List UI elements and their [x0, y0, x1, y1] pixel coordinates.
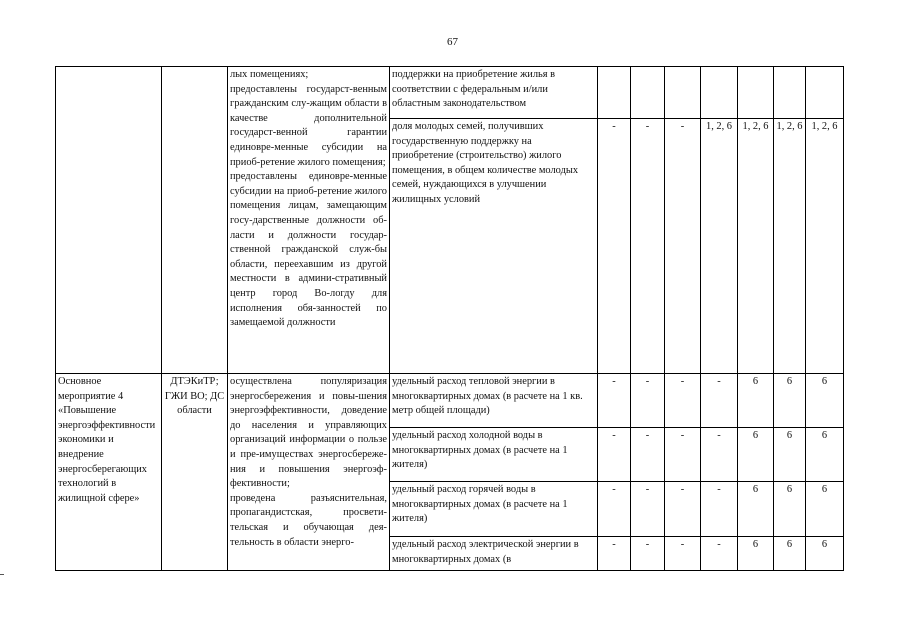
value-cell: [665, 67, 701, 119]
table-row: [56, 374, 844, 428]
value-cell: 6: [738, 374, 774, 428]
value-cell: -: [665, 428, 701, 482]
value-cell: 1, 2, 6: [774, 119, 806, 374]
value-cell: [738, 67, 774, 119]
value-cell: 6: [806, 374, 844, 428]
value-cell: -: [701, 482, 738, 537]
value-cell: -: [631, 537, 665, 571]
value-cell: [774, 67, 806, 119]
indicator-cell: удельный расход холодной воды в многоквартирных домах (в расчете на 1 жителя): [390, 428, 598, 482]
value-cell: -: [631, 428, 665, 482]
event-name-cell: [56, 67, 162, 374]
value-cell: 1, 2, 6: [738, 119, 774, 374]
value-cell: -: [598, 119, 631, 374]
value-cell: -: [665, 482, 701, 537]
value-cell: -: [631, 374, 665, 428]
value-cell: -: [665, 537, 701, 571]
value-cell: -: [598, 537, 631, 571]
table-row: [56, 67, 844, 119]
scan-mark: [0, 574, 4, 575]
program-table: [55, 66, 844, 571]
value-cell: 1, 2, 6: [701, 119, 738, 374]
value-cell: 6: [774, 482, 806, 537]
value-cell: [631, 67, 665, 119]
value-cell: 1, 2, 6: [806, 119, 844, 374]
value-cell: 6: [806, 482, 844, 537]
value-cell: 6: [774, 537, 806, 571]
value-cell: -: [631, 119, 665, 374]
indicator-cell: поддержки на приобретение жилья в соответствии с федеральным и/или областным законодательством: [390, 67, 598, 119]
value-cell: [598, 67, 631, 119]
responsible-cell: ДТЭКиТР; ГЖИ ВО; ДС области: [162, 374, 228, 571]
value-cell: -: [701, 428, 738, 482]
value-cell: -: [701, 374, 738, 428]
value-cell: -: [701, 537, 738, 571]
value-cell: [701, 67, 738, 119]
responsible-cell: [162, 67, 228, 374]
value-cell: 6: [738, 428, 774, 482]
value-cell: 6: [806, 537, 844, 571]
value-cell: 6: [806, 428, 844, 482]
indicator-cell: удельный расход горячей воды в многоквартирных домах (в расчете на 1 жителя): [390, 482, 598, 537]
value-cell: -: [598, 428, 631, 482]
indicator-cell: удельный расход тепловой энергии в многоквартирных домах (в расчете на 1 кв. метр общей площади): [390, 374, 598, 428]
value-cell: 6: [738, 482, 774, 537]
page-number: 67: [447, 36, 458, 48]
value-cell: -: [665, 119, 701, 374]
value-cell: 6: [774, 374, 806, 428]
value-cell: 6: [738, 537, 774, 571]
measure-cell: лых помещениях; предоставлены государст-венным гражданским слу-жащим области в качестве дополнительной государст-венной гарантии единовре-менные субсидии на приоб-ретение жилого помещения; предоставлены единовре-менные субсидии на приоб-ретение жилого помещения лицам, замещающим госу-дарственные должности об-ласти и должности государ-ственной гражданской служ-бы области, переехавшим из другой местности в админи-стративный центр город Во-логду для исполнения обя-занностей по замещаемой должности: [228, 67, 390, 374]
value-cell: -: [631, 482, 665, 537]
event-name-cell: Основное мероприятие 4 «Повышение энергоэффективности экономики и внедрение энергосберегающих технологий в жилищной сфере»: [56, 374, 162, 571]
measure-cell: осуществлена популяризация энергосбережения и повы-шения энергоэффективности, доведение до населения и управляющих организаций информации о пользе и пре-имуществах энергосбереже-ния и повышения энергоэф-фективности; проведена разъяснительная, пропагандистская, просвети-тельская и обучающая дея-тельность в области энерго-: [228, 374, 390, 571]
indicator-cell: удельный расход электрической энергии в многоквартирных домах (в: [390, 537, 598, 571]
indicator-cell: доля молодых семей, получивших государственную поддержку на приобретение (строительство) жилого помещения, в общем количестве молодых семей, нуждающихся в улучшении жилищных условий: [390, 119, 598, 374]
value-cell: -: [665, 374, 701, 428]
value-cell: -: [598, 374, 631, 428]
value-cell: [806, 67, 844, 119]
value-cell: 6: [774, 428, 806, 482]
value-cell: -: [598, 482, 631, 537]
